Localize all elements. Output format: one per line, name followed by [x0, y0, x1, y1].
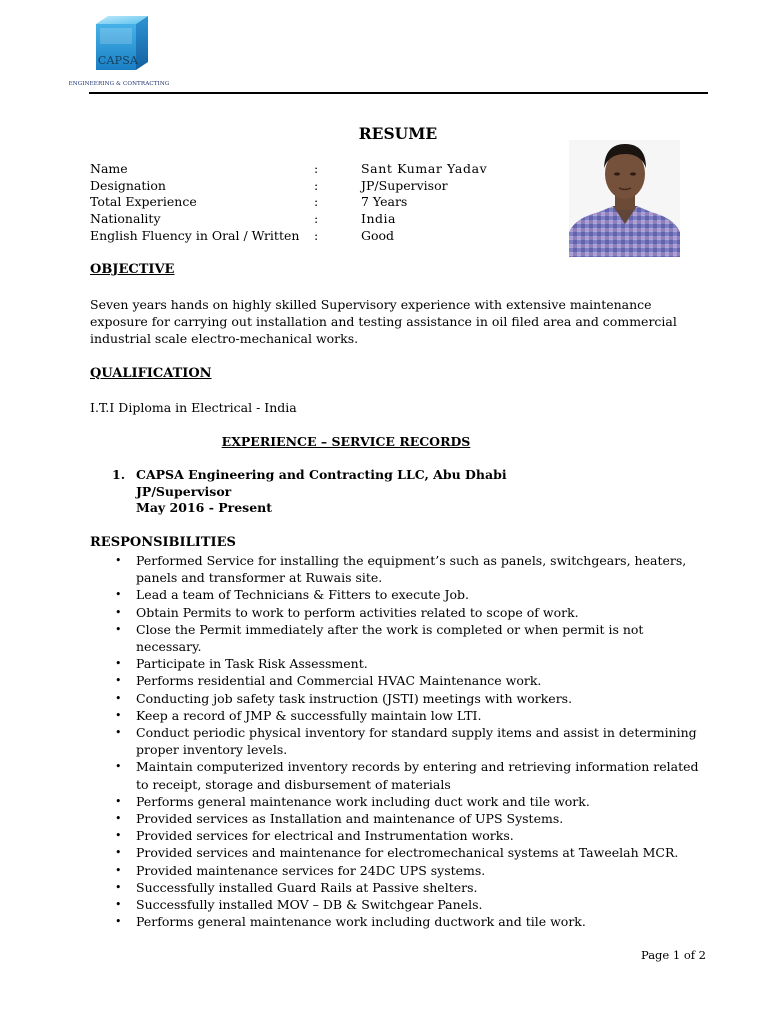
- responsibilities-heading: RESPONSIBILITIES: [90, 535, 236, 550]
- company-logo: [68, 12, 170, 88]
- bullet-icon: •: [115, 812, 122, 826]
- list-item: [90, 844, 708, 861]
- bullet-icon: •: [115, 726, 122, 740]
- list-item: [90, 896, 708, 913]
- bullet-icon: •: [115, 846, 122, 860]
- document-title: RESUME: [358, 124, 438, 143]
- list-item-text: Obtain Permits to work to perform activities related to scope of work.: [136, 604, 579, 620]
- list-item-text: Performs residential and Commercial HVAC Maintenance work.: [136, 673, 542, 689]
- bullet-icon: •: [115, 657, 122, 671]
- info-colon: :: [314, 161, 319, 176]
- bullet-icon: •: [115, 829, 122, 843]
- info-label: Name: [90, 161, 128, 176]
- responsibilities-list: [90, 552, 708, 930]
- list-item-text: Provided services as Installation and maintenance of UPS Systems.: [136, 811, 564, 827]
- info-value: India: [361, 211, 396, 226]
- info-label: Nationality: [90, 211, 161, 226]
- logo-name: CAPSA: [97, 54, 139, 67]
- list-item-text: Close the Permit immediately after the work is completed or when permit is not necessary.: [136, 621, 644, 655]
- objective-heading: OBJECTIVE: [90, 262, 175, 277]
- bullet-icon: •: [115, 605, 122, 619]
- info-colon: :: [314, 194, 319, 209]
- qualification-heading: QUALIFICATION: [90, 366, 212, 381]
- header-rule: [89, 92, 708, 94]
- list-item-text: Maintain computerized inventory records by entering and retrieving information related to receipt, storage and disbursement of materials: [136, 759, 699, 792]
- bullet-icon: •: [115, 863, 122, 877]
- info-colon: :: [314, 211, 319, 226]
- person-photo-icon: [569, 140, 680, 257]
- info-label: English Fluency in Oral / Written: [90, 228, 300, 243]
- list-item: [90, 793, 708, 810]
- list-item-text: Successfully installed MOV – DB & Switchgear Panels.: [136, 897, 483, 913]
- job-period: May 2016 - Present: [136, 500, 273, 515]
- list-item: [90, 724, 708, 758]
- bullet-icon: •: [115, 554, 122, 567]
- experience-heading: EXPERIENCE – SERVICE RECORDS: [221, 434, 471, 449]
- page-number: Page 1 of 2: [640, 948, 706, 962]
- info-value: Good: [361, 228, 395, 243]
- info-value: Sant Kumar Yadav: [361, 161, 488, 176]
- bullet-icon: •: [115, 880, 122, 894]
- objective-text: Seven years hands on highly skilled Supervisory experience with extensive maintenance exposure for carrying out installation and testing assistance in oil filed area and commercial industrial scale electro-mechanical works.: [90, 297, 677, 346]
- list-item: [90, 604, 708, 621]
- list-item: [90, 672, 708, 689]
- list-item-text: Participate in Task Risk Assessment.: [136, 656, 368, 672]
- bullet-icon: •: [115, 674, 122, 688]
- logo-tagline: ENGINEERING & CONTRACTING: [68, 81, 170, 87]
- list-item-text: Lead a team of Technicians & Fitters to execute Job.: [136, 587, 470, 603]
- bullet-icon: •: [115, 794, 122, 808]
- bullet-icon: •: [115, 915, 122, 929]
- info-value: JP/Supervisor: [361, 178, 448, 193]
- list-item-text: Provided services and maintenance for electromechanical systems at Taweelah MCR.: [136, 845, 679, 861]
- list-item-text: Performs general maintenance work including duct work and tile work.: [136, 793, 590, 809]
- list-item: [90, 758, 708, 792]
- info-label: Total Experience: [90, 194, 197, 209]
- info-colon: :: [314, 178, 319, 193]
- bullet-icon: •: [115, 708, 122, 722]
- bullet-icon: •: [115, 760, 122, 774]
- list-item-text: Provided services for electrical and Instrumentation works.: [136, 828, 514, 844]
- bullet-icon: •: [115, 622, 122, 636]
- qualification-text: I.T.I Diploma in Electrical - India: [90, 400, 297, 415]
- job-company: CAPSA Engineering and Contracting LLC, Abu Dhabi: [136, 467, 507, 482]
- profile-photo: [569, 140, 680, 257]
- list-item: [90, 690, 708, 707]
- list-item-text: Performed Service for installing the equipment’s such as panels, switchgears, heaters, panels and transformer at Ruwais site.: [136, 553, 687, 586]
- list-item-text: Conduct periodic physical inventory for standard supply items and assist in determining proper inventory levels.: [136, 725, 697, 758]
- list-item: [90, 827, 708, 844]
- list-item: [90, 552, 708, 586]
- job-role: JP/Supervisor: [136, 484, 232, 499]
- list-item: [90, 655, 708, 672]
- list-item: [90, 913, 708, 930]
- info-label: Designation: [90, 178, 166, 193]
- bullet-icon: •: [115, 588, 122, 602]
- list-item-text: Conducting job safety task instruction (JSTI) meetings with workers.: [136, 690, 573, 706]
- list-item-text: Keep a record of JMP & successfully maintain low LTI.: [136, 707, 482, 723]
- bullet-icon: •: [115, 691, 122, 705]
- list-item: [90, 621, 708, 655]
- list-item-text: Successfully installed Guard Rails at Passive shelters.: [136, 879, 478, 895]
- info-value: 7 Years: [361, 194, 408, 209]
- list-item: [90, 810, 708, 827]
- list-item: [90, 879, 708, 896]
- job-number: 1.: [112, 467, 126, 482]
- list-item-text: Provided maintenance services for 24DC UPS systems.: [136, 862, 486, 878]
- bullet-icon: •: [115, 898, 122, 912]
- list-item-text: Performs general maintenance work including ductwork and tile work.: [136, 914, 586, 930]
- list-item: [90, 586, 708, 603]
- info-colon: :: [314, 228, 319, 243]
- list-item: [90, 707, 708, 724]
- list-item: [90, 862, 708, 879]
